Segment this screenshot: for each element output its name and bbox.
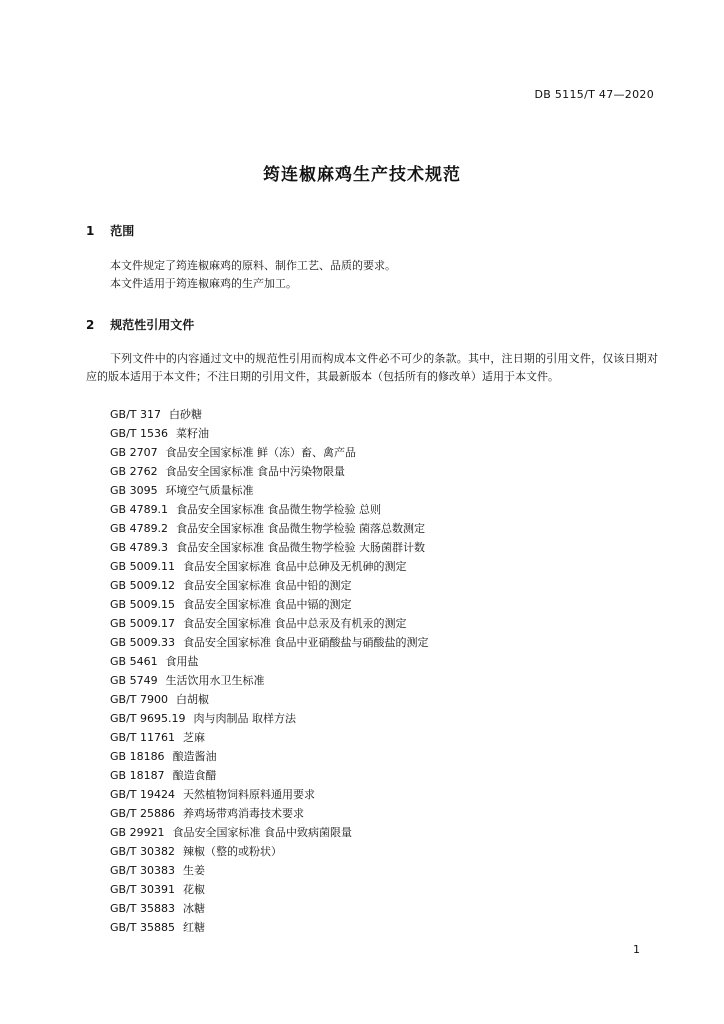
reference-title: 白砂糖 (169, 408, 202, 421)
reference-title: 养鸡场带鸡消毒技术要求 (183, 807, 304, 820)
reference-item (110, 880, 429, 899)
reference-title: 食品安全国家标准 鲜（冻）畜、禽产品 (165, 446, 357, 459)
reference-code: GB 4789.3 (110, 541, 169, 554)
section-2-heading (86, 316, 194, 333)
reference-code: GB/T 30382 (110, 845, 175, 858)
paragraph: 本文件规定了筠连椒麻鸡的原料、制作工艺、品质的要求。 (110, 259, 396, 272)
reference-code: GB 4789.2 (110, 522, 169, 535)
reference-code: GB/T 25886 (110, 807, 175, 820)
reference-item (110, 823, 429, 842)
reference-code: GB 5461 (110, 655, 158, 668)
reference-item (110, 842, 429, 861)
reference-code: GB/T 35885 (110, 921, 175, 934)
reference-code: GB/T 9695.19 (110, 712, 186, 725)
reference-code: GB/T 35883 (110, 902, 175, 915)
reference-title: 白胡椒 (176, 693, 209, 706)
reference-code: GB 3095 (110, 484, 158, 497)
reference-title: 环境空气质量标准 (165, 484, 254, 497)
reference-code: GB 5749 (110, 674, 158, 687)
reference-title: 食品安全国家标准 食品中铅的测定 (183, 579, 352, 592)
reference-item (110, 614, 429, 633)
reference-title: 食品安全国家标准 食品中总汞及有机汞的测定 (183, 617, 407, 630)
reference-item (110, 766, 429, 785)
reference-code: GB 5009.12 (110, 579, 176, 592)
document-code: DB 5115/T 47—2020 (534, 88, 654, 101)
reference-title: 酿造食醋 (172, 769, 217, 782)
reference-item (110, 671, 429, 690)
reference-item (110, 557, 429, 576)
reference-code: GB 5009.33 (110, 636, 176, 649)
reference-code: GB 2762 (110, 465, 158, 478)
reference-code: GB/T 11761 (110, 731, 175, 744)
reference-title: 食品安全国家标准 食品中镉的测定 (183, 598, 352, 611)
reference-item (110, 690, 429, 709)
intro-paragraph: 下列文件中的内容通过文中的规范性引用而构成本文件必不可少的条款。其中，注日期的引用文件，仅该日期对应的版本适用于本文件；不注日期的引用文件，其最新版本（包括所有的修改单）适用于本文件。 (86, 352, 658, 383)
document-title: 筠连椒麻鸡生产技术规范 (263, 165, 461, 185)
reference-title: 食品安全国家标准 食品中亚硝酸盐与硝酸盐的测定 (183, 636, 429, 649)
reference-title: 辣椒（整的或粉状） (183, 845, 282, 858)
reference-code: GB 4789.1 (110, 503, 169, 516)
reference-item (110, 804, 429, 823)
section-title: 规范性引用文件 (110, 318, 195, 332)
reference-title: 食品安全国家标准 食品中总砷及无机砷的测定 (183, 560, 407, 573)
reference-title: 芝麻 (183, 731, 205, 744)
reference-title: 肉与肉制品 取样方法 (193, 712, 296, 725)
reference-code: GB/T 30391 (110, 883, 175, 896)
reference-code: GB 29921 (110, 826, 165, 839)
reference-title: 酿造酱油 (172, 750, 217, 763)
reference-item (110, 595, 429, 614)
reference-title: 天然植物饲料原料通用要求 (183, 788, 315, 801)
reference-item (110, 538, 429, 557)
reference-title: 冰糖 (183, 902, 205, 915)
reference-item (110, 405, 429, 424)
reference-item (110, 747, 429, 766)
reference-title: 食品安全国家标准 食品微生物学检验 菌落总数测定 (176, 522, 426, 535)
reference-item (110, 899, 429, 918)
reference-list (110, 405, 429, 937)
reference-item (110, 785, 429, 804)
reference-code: GB 5009.17 (110, 617, 176, 630)
reference-item (110, 633, 429, 652)
reference-title: 菜籽油 (176, 427, 209, 440)
reference-item (110, 576, 429, 595)
reference-title: 食品安全国家标准 食品微生物学检验 大肠菌群计数 (176, 541, 426, 554)
reference-item (110, 443, 429, 462)
reference-item (110, 709, 429, 728)
reference-item (110, 519, 429, 538)
reference-code: GB 2707 (110, 446, 158, 459)
page-number: 1 (633, 943, 640, 956)
reference-title: 花椒 (183, 883, 205, 896)
reference-code: GB 18187 (110, 769, 165, 782)
reference-title: 生活饮用水卫生标准 (165, 674, 265, 687)
reference-title: 食品安全国家标准 食品微生物学检验 总则 (176, 503, 382, 516)
reference-code: GB 18186 (110, 750, 165, 763)
reference-code: GB 5009.11 (110, 560, 176, 573)
reference-title: 红糖 (183, 921, 205, 934)
paragraph: 本文件适用于筠连椒麻鸡的生产加工。 (110, 277, 297, 290)
reference-code: GB/T 1536 (110, 427, 168, 440)
reference-item (110, 861, 429, 880)
section-number: 2 (86, 318, 95, 332)
section-title: 范围 (110, 224, 135, 238)
reference-item (110, 652, 429, 671)
reference-title: 食品安全国家标准 食品中污染物限量 (165, 465, 346, 478)
reference-code: GB/T 317 (110, 408, 161, 421)
reference-title: 生姜 (183, 864, 205, 877)
section-1-heading (86, 222, 134, 239)
reference-code: GB/T 30383 (110, 864, 175, 877)
reference-code: GB/T 19424 (110, 788, 175, 801)
reference-title: 食品安全国家标准 食品中致病菌限量 (172, 826, 353, 839)
section-number: 1 (86, 224, 95, 238)
reference-item (110, 918, 429, 937)
reference-item (110, 424, 429, 443)
reference-code: GB 5009.15 (110, 598, 176, 611)
reference-code: GB/T 7900 (110, 693, 168, 706)
reference-item (110, 462, 429, 481)
reference-item (110, 728, 429, 747)
reference-title: 食用盐 (165, 655, 199, 668)
reference-item (110, 500, 429, 519)
reference-item (110, 481, 429, 500)
